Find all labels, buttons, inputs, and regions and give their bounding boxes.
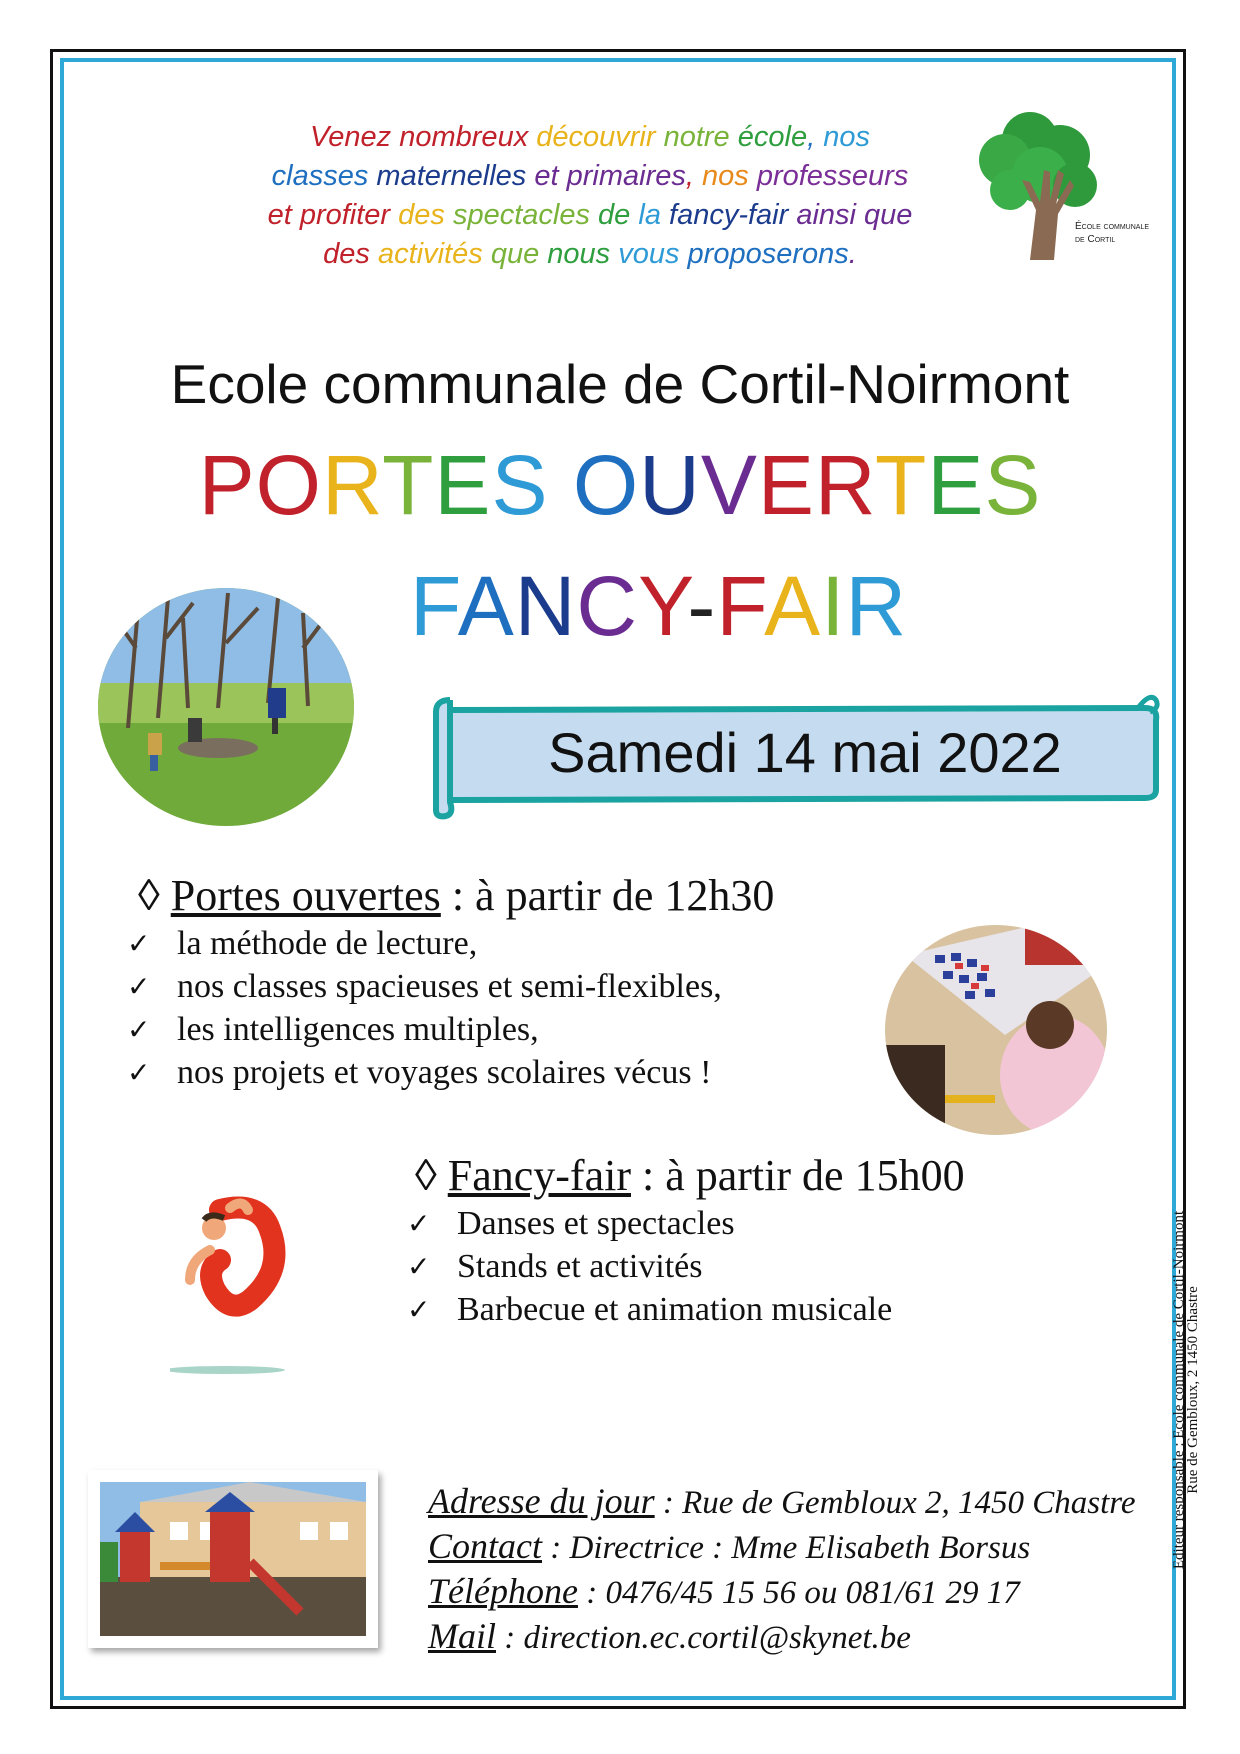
phone-label: Téléphone <box>428 1571 578 1611</box>
check-icon: ✓ <box>127 1056 151 1089</box>
title-letter: N <box>514 559 577 653</box>
intro-word: profiter <box>299 199 399 231</box>
title-letter: O <box>255 438 322 532</box>
list-item-text: Stands et activités <box>457 1248 703 1285</box>
intro-word: et <box>267 199 300 231</box>
list-item-text: nos classes spacieuses et semi-flexibles, <box>177 968 722 1005</box>
intro-line <box>220 118 960 157</box>
intro-word: proposerons <box>687 238 849 270</box>
portes-ouvertes-heading <box>138 870 774 921</box>
intro-line <box>220 196 960 235</box>
playground-photo <box>88 1470 378 1648</box>
intro-word: spectacles <box>452 199 599 231</box>
title-letter: - <box>687 559 717 653</box>
contact-label: Contact <box>428 1526 542 1566</box>
intro-word: nos <box>702 160 757 192</box>
editor-note-line2: Rue de Gembloux, 2 1450 Chastre <box>1185 1286 1201 1494</box>
portes-ouvertes-time: : à partir de 12h30 <box>440 871 775 920</box>
title-letter: A <box>764 559 822 653</box>
phone-value: : 0476/45 15 56 ou 081/61 29 17 <box>577 1575 1020 1611</box>
title-letter: E <box>757 438 815 532</box>
intro-word: nombreux <box>399 121 537 153</box>
title-letter: E <box>927 438 985 532</box>
title-letter: Y <box>638 559 688 653</box>
intro-text <box>220 118 960 274</box>
check-icon: ✓ <box>127 1013 151 1046</box>
intro-word: classes <box>271 160 377 192</box>
intro-line <box>220 157 960 196</box>
park-photo <box>98 588 354 826</box>
fancy-fair-list <box>407 1202 892 1331</box>
fancy-fair-label: Fancy-fair <box>447 1151 631 1200</box>
fancy-fair-time: : à partir de 15h00 <box>631 1151 965 1200</box>
logo-caption <box>1075 220 1149 246</box>
intro-word: nous <box>547 238 619 270</box>
logo-caption-line1: École communale <box>1075 221 1150 232</box>
title-letter: S <box>491 438 549 532</box>
intro-word: découvrir <box>536 121 664 153</box>
intro-word: de <box>598 199 639 231</box>
title-letter: R <box>845 559 908 653</box>
check-icon: ✓ <box>127 927 151 960</box>
check-icon: ✓ <box>127 970 151 1003</box>
title-letter: T <box>875 438 928 532</box>
playground-illustration <box>100 1482 366 1636</box>
address-line <box>428 1480 1136 1525</box>
intro-line <box>220 235 960 274</box>
list-item <box>407 1288 892 1331</box>
mail-line <box>428 1615 1136 1660</box>
list-item-text: les intelligences multiples, <box>177 1011 539 1048</box>
title-letter: E <box>434 438 492 532</box>
classroom-photo <box>885 925 1107 1135</box>
list-item-text: la méthode de lecture, <box>177 925 478 962</box>
diamond-bullet-icon: ◊ <box>138 871 160 920</box>
address-label: Adresse du jour <box>428 1481 655 1521</box>
title-letter <box>548 438 572 532</box>
title-letter: I <box>821 559 846 653</box>
mail-label: Mail <box>428 1616 496 1656</box>
list-item <box>127 922 722 965</box>
intro-word: école <box>737 121 808 153</box>
title-letter: V <box>700 438 758 532</box>
intro-word: Venez <box>310 121 400 153</box>
title-letter: P <box>198 438 256 532</box>
mail-value[interactable]: : direction.ec.cortil@skynet.be <box>496 1620 911 1656</box>
intro-word: activités <box>377 238 491 270</box>
editor-note-line1: Editeur responsable : Ecole communale de Cortil-Noirmont <box>1171 1210 1187 1570</box>
intro-word: primaires <box>566 160 686 192</box>
title-letter: F <box>410 559 458 653</box>
dancer-icon <box>170 1190 310 1380</box>
phone-line <box>428 1570 1136 1615</box>
contact-block <box>428 1480 1136 1660</box>
contact-value: : Directrice : Mme Elisabeth Borsus <box>542 1530 1031 1566</box>
school-title: Ecole communale de Cortil-Noirmont <box>170 353 1070 415</box>
check-icon: ✓ <box>407 1293 431 1326</box>
title-letter: A <box>457 559 515 653</box>
intro-word: que <box>864 199 913 231</box>
portes-ouvertes-title <box>0 437 1240 534</box>
list-item <box>127 965 722 1008</box>
intro-word: nos <box>823 121 870 153</box>
title-letter: T <box>382 438 435 532</box>
address-value: : Rue de Gembloux 2, 1450 Chastre <box>654 1485 1136 1521</box>
title-letter: R <box>321 438 383 532</box>
title-letter: F <box>716 559 765 653</box>
intro-word: la <box>638 199 670 231</box>
portes-ouvertes-label: Portes ouvertes <box>170 871 441 920</box>
title-letter: S <box>984 438 1042 532</box>
intro-word: . <box>848 238 857 270</box>
list-item-text: Barbecue et animation musicale <box>457 1291 893 1328</box>
title-letter: R <box>814 438 876 532</box>
logo-caption-line2: de Cortil <box>1075 234 1116 245</box>
intro-word: ainsi <box>796 199 865 231</box>
list-item <box>127 1008 722 1051</box>
list-item <box>407 1202 892 1245</box>
intro-word: des <box>398 199 453 231</box>
intro-word: professeurs <box>756 160 909 192</box>
intro-word: maternelles <box>376 160 535 192</box>
portes-ouvertes-list <box>127 922 722 1094</box>
list-item-text: Danses et spectacles <box>457 1205 735 1242</box>
list-item-text: nos projets et voyages scolaires vécus ! <box>177 1054 712 1091</box>
fancy-fair-heading <box>415 1150 965 1201</box>
intro-word: notre <box>663 121 738 153</box>
list-item <box>127 1051 722 1094</box>
title-letter: O <box>572 438 640 532</box>
intro-word: fancy-fair <box>669 199 797 231</box>
check-icon: ✓ <box>407 1250 431 1283</box>
title-letter: C <box>576 559 639 653</box>
intro-word: , <box>685 160 702 192</box>
event-date: Samedi 14 mai 2022 <box>548 721 1062 784</box>
editor-note <box>1172 1180 1212 1600</box>
intro-word: vous <box>618 238 688 270</box>
title-letter: U <box>639 438 701 532</box>
diamond-bullet-icon: ◊ <box>415 1151 437 1200</box>
intro-word: des <box>323 238 378 270</box>
intro-word: que <box>490 238 548 270</box>
intro-word: et <box>534 160 567 192</box>
fancy-fair-title <box>410 558 910 655</box>
check-icon: ✓ <box>407 1207 431 1240</box>
contact-line <box>428 1525 1136 1570</box>
intro-word: , <box>807 121 824 153</box>
list-item <box>407 1245 892 1288</box>
